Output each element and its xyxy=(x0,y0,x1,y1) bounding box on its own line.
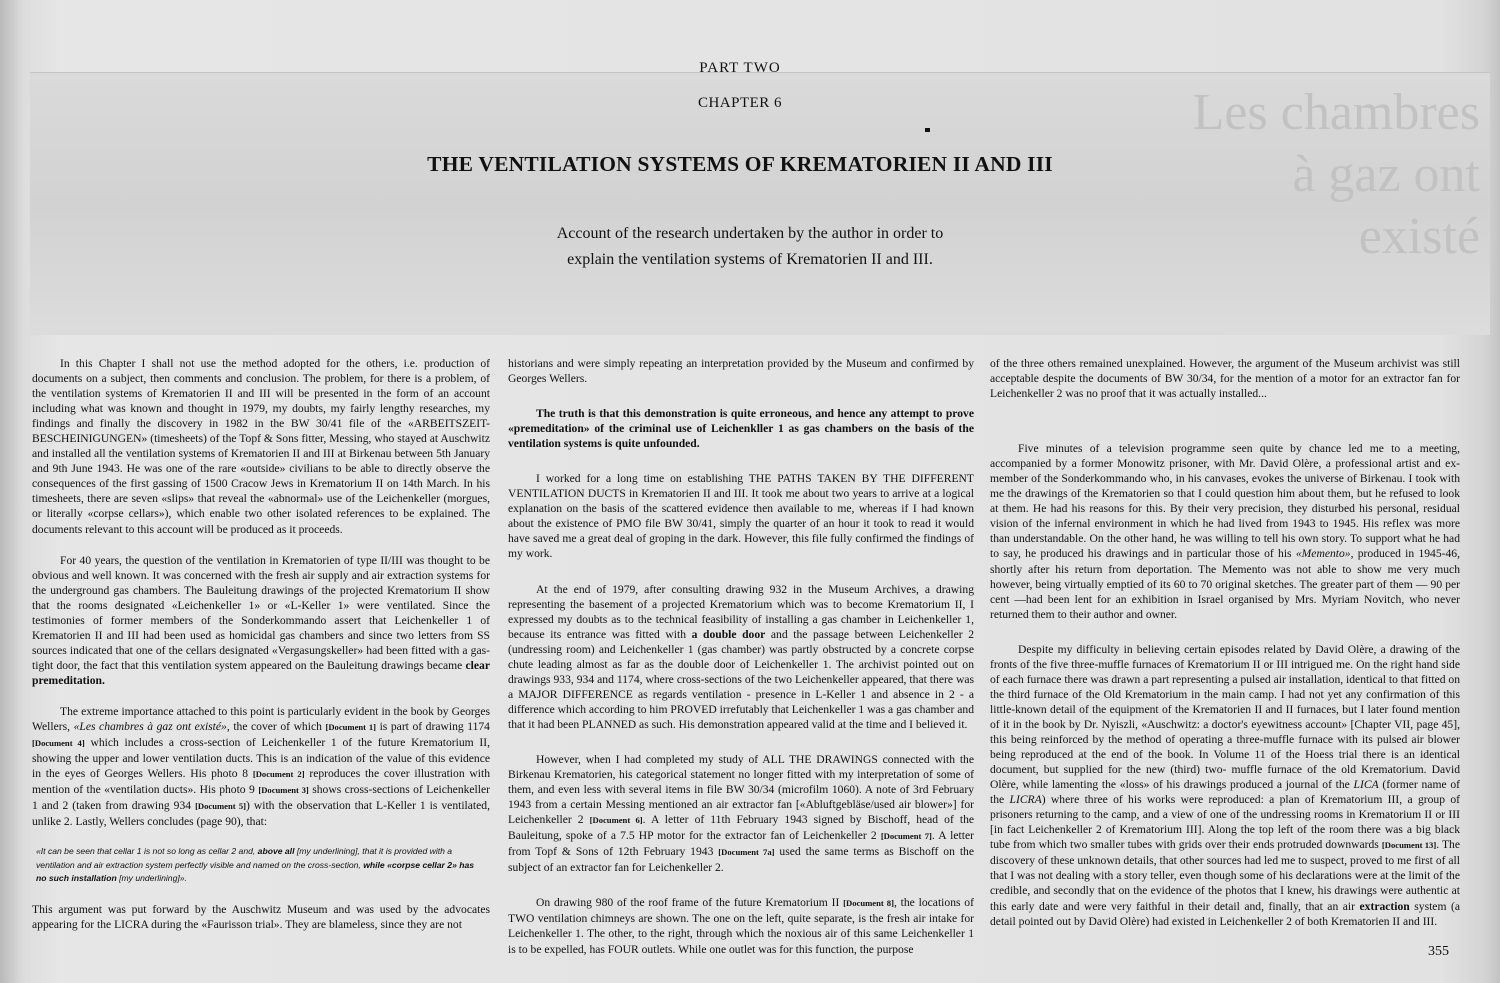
paragraph-emphasis: The truth is that this demonstration is quite erroneous, and hence any attempt to prove «premeditation» of the criminal use of Leichenkller 1 as gas chambers on the basis of the ventilation systems is quite unfounded. xyxy=(508,407,974,451)
paragraph-text: . A letter of 11th February 1943 signed by Bischoff, head of the Bauleitung, spoke of a 7.5 HP motor for the extractor fan of Leichenkeller 2 xyxy=(508,813,975,843)
paragraph-text: On drawing 980 of the roof frame of the future Krematorium II xyxy=(536,896,840,910)
emphasis-text: clear premeditation. xyxy=(32,658,490,687)
chapter-subtitle: Account of the research undertaken by the author in order to explain the ventilation systems of Krematorien II and III. xyxy=(556,225,944,268)
book-title: «Les chambres à gaz ont existé» xyxy=(73,720,227,734)
document-reference: [Document 13] xyxy=(1381,840,1437,851)
quote-emphasis: above all xyxy=(257,846,295,857)
paragraph-text: ) where three of his works were reproduced: a plan of Krematorium III, a group of prisoners returning to the camp, and a view of one of the undressing rooms in Krematorium II or III [in fact Leichenkeller 2 of Krematorium III]. Along the top left of the room there was a big black tube from which two smaller tubes with grids over their ends protruded downwards xyxy=(990,793,1460,852)
paragraph: In this Chapter I shall not use the method adopted for the others, i.e. production of documents on a subject, then comments and conclusion. The problem, for there is a problem, of the ventilation systems of Krematorien II and III will be presented in the form of an account including what was known and thought in 1979, my doubts, my fairly lengthy researches, my findings and finally the discovery in 1982 in the BW 30/41 file of the «ARBEITSZEIT-BESCHEINIGUNGEN» (timesheets) of the Topf & Sons fitter, Messing, who stayed at Auschwitz and installed all the ventilation systems of Krematorien II and III at Birkenau between 5th January and 9th June 1943. He was one of the rare «outside» civilians to be able to directly observe the consequences of the first gassing of 1500 Cracow Jews in Krematorium II on 14th March. In his timesheets, there are seven «slips» that reveal the «abnormal» use of the Leichenkeller (morgues, or literally «corpse cellars»), which enable two other isolated references to be explained. The documents relevant to this account will be produced as it proceeds. xyxy=(32,357,490,536)
paragraph-text: ) with the observation that L-Keller 1 is ventilated, unlike 2. Lastly, Wellers concludes (page 90), that: xyxy=(32,799,490,829)
document-reference: [Document 7a] xyxy=(718,847,775,858)
page-number: 355 xyxy=(1428,944,1449,959)
journal-name: LICA xyxy=(1353,778,1379,792)
paragraph xyxy=(990,642,1460,929)
paragraph-text: and the passage between Leichenkeller 2 (undressing room) and Leichenkeller 1 (gas chamber) was partly obstructed by a concrete corpse chute leading almost as far as the double door of Leichenkeller 1. The archivist pointed out on drawings 933, 934 and 1174, where cross-sections of the two Leichenkeller appeared, that there was a MAJOR DIFFERENCE as regards ventilation - presence in L-Keller 1 and absence in 2 - a difference which according to him PROVED irrefutably that Leichenkeller 1 was a gas chamber and that it had been PLANNED as such. His demonstration appeared valid at the time and I believed it. xyxy=(508,627,974,731)
text-column-middle xyxy=(508,356,974,957)
binding-shadow xyxy=(0,0,26,983)
paragraph: of the three others remained unexplained. However, the argument of the Museum archivist was still acceptable despite the documents of BW 30/34, for the mention of a motor for an extractor fan for Leichenkeller 2 was no proof that it was actually installed... xyxy=(990,357,1460,401)
paragraph-text: used the same terms as Bischoff on the subject of an extractor fan for Leichenkeller 2. xyxy=(508,845,974,875)
chapter-title: THE VENTILATION SYSTEMS OF KREMATORIEN II AND III xyxy=(427,152,1053,176)
paragraph xyxy=(508,582,974,732)
background-cover-title: Les chambres à gaz ont existé xyxy=(1192,84,1480,265)
document-reference: [Document 3] xyxy=(258,785,309,796)
paragraph xyxy=(508,752,974,875)
book-title: «Memento» xyxy=(1295,547,1351,561)
paragraph-text: For 40 years, the question of the ventilation in Krematorien of type II/III was thought to be obvious and well known. It was concerned with the fresh air supply and air extraction systems for the underground gas chambers. The Bauleitung drawings of the projected Krematorium II show that the rooms designated «Leichenkeller 1» or «L-Keller 1» were ventilated. Since the testimonies of former members of the Sonderkommando assert that Leichenkeller 1 of Krematorien II and III had been used as homicidal gas chambers and since two letters from SS sources indicated that one of the cellars designated «Vergasungskeller» had been fitted with a gas-tight door, the fact that this ventilation system appeared on the Bauleitung drawings became xyxy=(32,553,490,672)
paragraph-text: Despite my difficulty in believing certain episodes related by David Olère, a drawing of the fronts of the five three-muffle furnaces of Krematorium II or III intrigued me. On the right hand side of each furnace there was drawn a part representing a pulsed air installation, identical to that fitted on the third furnace of the Old Krematorium in the main camp. I had not yet any confirmation of this little-known detail of the equipment of the Krematorien II and II furnaces, but I later found mention of it in the book by Dr. Nyiszli, «Auschwitz: a doctor's eyewitness account» [Chapter VII, page 45], this being reinforced by the method of operating a three-muffle furnace with its pulsed air blower being reproduced at the end of the book. In Volume 11 of the Hoess trial there is an identical document, but supplied for the new (third) two- muffle furnace of the old Krematorium. David Olère, while lamenting the «loss» of his drawings produced a journal of the xyxy=(990,642,1461,792)
document-reference: [Document 7] xyxy=(880,831,932,842)
paragraph-text: . The discovery of these unknown details, that other sources had led me to suspect, proved to me first of all that I was not dealing with a story teller, even though some of his declarations were at the limit of the credible, and secondly that on the evidence of the photos that I knew, his drawings were authentic at this early date and were very faithful in their detail and, finally, that an air xyxy=(990,838,1460,913)
paragraph-text: . A letter from Topf & Sons of 12th February 1943 xyxy=(508,829,974,859)
paragraph: historians and were simply repeating an interpretation provided by the Museum and confirmed by Georges Wellers. xyxy=(508,357,974,386)
paragraph-text: shows cross-sections of Leichenkeller 1 and 2 (taken from drawing 934 xyxy=(32,783,491,813)
document-reference: [Document 8] xyxy=(843,898,894,909)
document-reference: [Document 5] xyxy=(195,801,247,812)
emphasis-text: a double door xyxy=(691,627,766,641)
paragraph xyxy=(990,441,1460,622)
paragraph-text: Five minutes of a television programme seen quite by chance led me to a meeting, accompanied by a former Monowitz prisoner, with Mr. David Olère, a professional artist and ex-member of the Sonderkommando who, in his canvases, evokes the universe of Birkenau. I took with me the drawings of the Krematorien so that I could question him about them, but he refused to look at them. He had his reasons for this. By their very precision, they disturbed his personal, residual vision of the infernal environment in which he had lived from 1943 to 1945. His reflex was more than understandable. On the other hand, he was willing to tell his own story. To support what he had to say, he produced his drawings and in particular those of his xyxy=(990,442,1460,561)
chapter-header xyxy=(300,58,1180,177)
paragraph xyxy=(32,553,490,688)
paragraph-text: The extreme importance attached to this point is particularly evident in the book by Georges Wellers, xyxy=(32,704,490,734)
document-reference: [Document 1] xyxy=(325,722,377,733)
document-reference: [Document 6] xyxy=(589,815,643,826)
paragraph-text: which includes a cross-section of Leichenkeller 1 of the future Krematorium II, showing the upper and lower ventilation ducts. This is an indication of the value of this evidence in the eyes of Georges Wellers. His photo 8 xyxy=(32,736,491,781)
part-label: PART TWO xyxy=(699,60,781,76)
paragraph-text: , produced in 1945-46, shortly after his return from deportation. The Memento was not able to show me very much however, being virtually emptied of its 60 to 70 original sketches. The greater part of them — 90 per cent —had been lent for an exhibition in Israel organised by Mrs. Myriam Novitch, who never returned them to their author and owner. xyxy=(990,547,1460,621)
quote-emphasis: while «corpse cellar 2» has no such installation xyxy=(36,859,475,884)
document-reference: [Document 4] xyxy=(32,738,85,749)
paragraph-text: , the locations of TWO ventilation chimneys are shown. The one on the left, quite separate, is the fresh air intake for Leichenkeller 1. The other, to the right, through which the noxious air of this same Leichenkeller 1 is to be expelled, has FOUR outlets. While one outlet was for this function, the purpose xyxy=(508,896,974,956)
paragraph-text: reproduces the cover illustration with mention of the «ventilation ducts». His photo 9 xyxy=(32,767,490,797)
text-column-left xyxy=(32,356,490,932)
paragraph-text: , the cover of which xyxy=(226,720,322,734)
document-reference: [Document 2] xyxy=(252,769,305,780)
chapter-label: CHAPTER 6 xyxy=(697,95,783,111)
paragraph-text: is part of drawing 1174 xyxy=(379,720,490,734)
journal-name: LICRA xyxy=(1009,793,1042,807)
paragraph-text: (former name of the xyxy=(990,778,1460,807)
text-column-right xyxy=(990,356,1460,929)
paragraph xyxy=(508,895,974,956)
block-quote xyxy=(32,845,490,886)
paragraph-text: system (a detail pointed out by David Olère) had existed in Leichenkeller 2 of both Krematorien II and III. xyxy=(990,899,1460,928)
scan-speck xyxy=(925,128,930,132)
paragraph-text: At the end of 1979, after consulting drawing 932 in the Museum Archives, a drawing representing the basement of a projected Krematorium which was to become Krematorium II, I expressed my doubts as to the technical feasibility of installing a gas chamber in Leichenkeller 1, because its entrance was fitted with xyxy=(508,582,974,641)
paragraph-text: However, when I had completed my study of ALL THE DRAWINGS connected with the Birkenau Krematorien, his categorical statement no longer fitted with my interpretation of some of them, and even less with several items in file BW 30/34 (microfilm 1060). A note of 3rd February 1943 from a certain Messing mentioned an air extractor fan [«Abluftgebläse/used air blower»] for Leichenkeller 2 xyxy=(508,752,974,827)
paragraph xyxy=(32,704,490,829)
quote-text: [my underlining], that it is provided with a ventilation and air extraction system perfectly visible and named on the cross-section, xyxy=(36,846,453,870)
paragraph: I worked for a long time on establishing THE PATHS TAKEN BY THE DIFFERENT VENTILATION DUCTS in Krematorien II and III. It took me about two years to arrive at a logical explanation on the basis of the scattered evidence then available to me, whereas if I had known about the existence of PMO file BW 30/41, simply the quarter of an hour it took to read it would have saved me a great deal of groping in the dark. However, this file fully confirmed the findings of my work. xyxy=(508,472,974,561)
paragraph: This argument was put forward by the Auschwitz Museum and was used by the advocates appearing for the LICRA during the «Faurisson trial». They are blameless, since they are not xyxy=(32,902,490,931)
quote-text: [my underlining]». xyxy=(119,873,187,884)
quote-text: «It can be seen that cellar 1 is not so long as cellar 2 and, xyxy=(36,846,256,857)
emphasis-text: extraction xyxy=(1359,899,1410,913)
